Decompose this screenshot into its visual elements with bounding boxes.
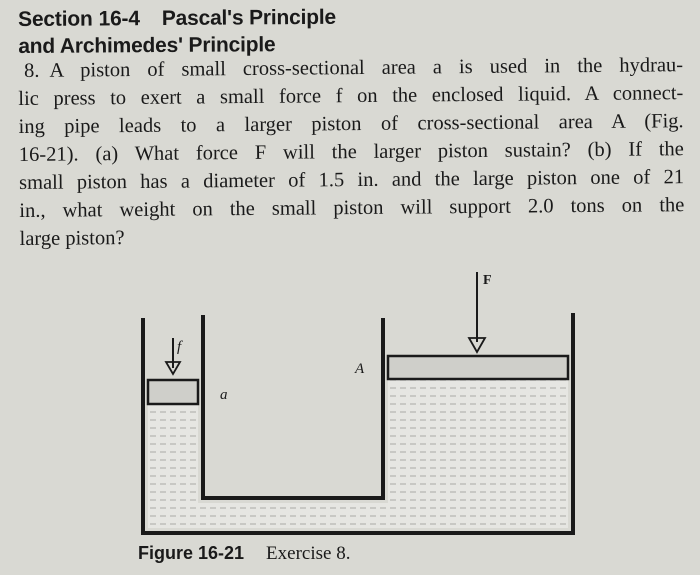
section-title-line1: Pascal's Principle — [161, 5, 337, 30]
label-a: a — [220, 387, 228, 403]
problem-line: ing pipe leads to a larger piston of cross-sectional area A (Fig. — [18, 110, 684, 138]
problem-line: 8. A piston of small cross-sectional area a is used in the hydrau- — [24, 54, 684, 82]
problem-line: 16-21). (a) What force F will the larger piston sustain? (b) If the — [18, 138, 684, 166]
large-piston — [388, 356, 568, 379]
section-number: 16-4 — [98, 7, 140, 31]
problem-line: lic press to exert a small force f on the enclosed liquid. A connect- — [18, 82, 684, 110]
small-piston — [148, 380, 198, 404]
label-A: A — [355, 361, 365, 377]
figure-caption-text: Exercise 8. — [266, 543, 351, 564]
problem-line: in., what weight on the small piston will support 2.0 tons on the — [19, 194, 685, 222]
problem-line: small piston has a diameter of 1.5 in. and the large piston one of 21 — [19, 166, 685, 194]
figure-caption-label: Figure 16-21 — [138, 543, 245, 563]
section-title-line2: and Archimedes' Principle — [18, 33, 276, 58]
section-label: Section — [18, 7, 93, 31]
problem-line: large piston? — [19, 227, 125, 250]
label-f: f — [177, 339, 182, 355]
problem-number: 8. — [24, 59, 40, 82]
enclosed-liquid — [148, 378, 568, 528]
label-F: F — [483, 273, 492, 288]
figure-caption — [138, 542, 350, 565]
inner-pipe-wall — [203, 315, 383, 498]
